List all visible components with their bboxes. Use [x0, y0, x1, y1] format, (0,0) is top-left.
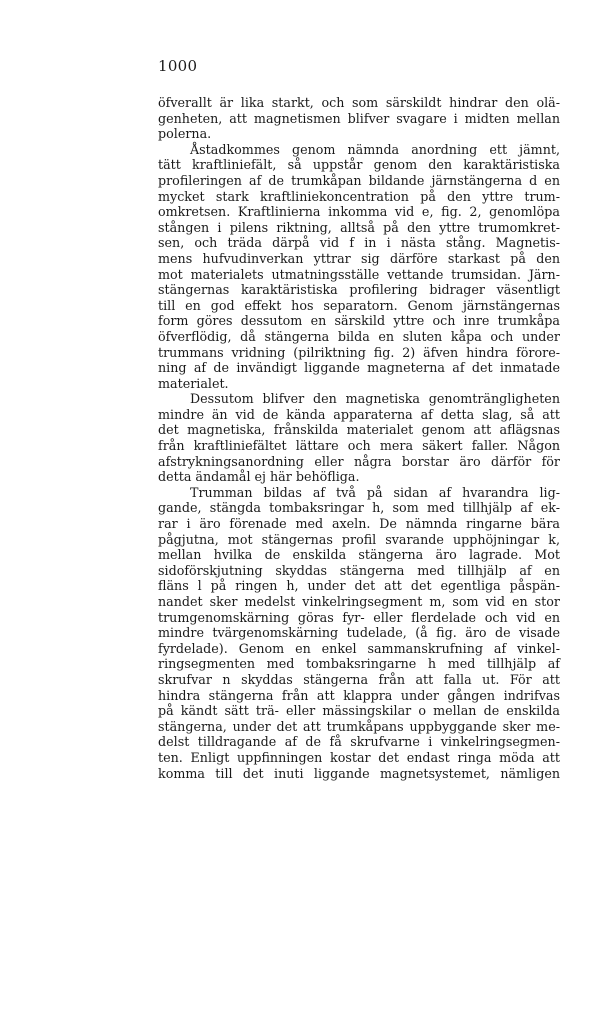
- text-line: det magnetiska, frånskilda materialet genom att aflägsnas: [158, 422, 560, 438]
- paragraph: [158, 95, 560, 142]
- text-line: Trumman bildas af två på sidan af hvarandra lig-: [190, 484, 560, 500]
- text-line: ning af de invändigt liggande magneterna af det inmatade: [158, 360, 560, 376]
- page-number: 1000: [158, 57, 198, 75]
- text-line: nandet sker medelst vinkelringsegment m, som vid en stor: [158, 594, 560, 609]
- paragraph: [158, 142, 560, 392]
- text-line: från kraftliniefältet lättare och mera säkert faller. Någon: [158, 438, 560, 454]
- text-line: ten. Enligt uppfinningen kostar det endast ringa möda att: [158, 749, 560, 765]
- text-line: profileringen af de trumkåpan bildande järnstängerna d en: [158, 172, 560, 188]
- text-line: pågjutna, mot stängernas profil svarande upphöjningar k,: [158, 531, 560, 547]
- text-line: tätt kraftliniefält, så uppstår genom den karaktäristiska: [158, 157, 560, 173]
- text-line: ringsegmenten med tombaksringarne h med tillhjälp af: [158, 656, 560, 672]
- text-line: omkretsen. Kraftlinierna inkomma vid e, fig. 2, genomlöpa: [158, 204, 560, 220]
- paragraph: [158, 391, 560, 485]
- text-line: hindra stängerna från att klappra under gången indrifvas: [158, 687, 560, 703]
- text-line: på kändt sätt trä- eller mässingskilar o mellan de enskilda: [158, 703, 560, 719]
- text-line: mellan hvilka de enskilda stängerna äro lagrade. Mot: [158, 547, 560, 563]
- text-line: mycket stark kraftliniekoncentration på den yttre trum-: [158, 188, 560, 204]
- text-line: afstrykningsanordning eller några borstar äro därför för: [158, 453, 560, 469]
- text-line: sidoförskjutning skyddas stängerna med tillhjälp af en: [158, 562, 560, 578]
- text-line: delst tilldragande af de få skrufvarne i vinkelringsegmen-: [158, 734, 560, 750]
- text-line: skrufvar n skyddas stängerna från att falla ut. För att: [158, 671, 560, 687]
- text-line: Dessutom blifver den magnetiska genomträngligheten: [190, 391, 560, 407]
- text-line: Åstadkommes genom nämnda anordning ett jämnt,: [190, 141, 560, 157]
- text-line: öfverallt är lika starkt, och som särskildt hindrar den olä-: [158, 95, 560, 110]
- text-line: stången i pilens riktning, alltså på den yttre trumomkret-: [158, 219, 560, 235]
- text-line: rar i äro förenade med axeln. De nämnda ringarne bära: [158, 516, 560, 532]
- text-line: stängernas karaktäristiska profilering bidrager väsentligt: [158, 282, 560, 298]
- text-line: komma till det inuti liggande magnetsystemet, nämligen: [158, 765, 560, 781]
- paragraph: [158, 485, 560, 781]
- text-line: trumgenomskärning göras fyr- eller flerdelade och vid en: [158, 609, 560, 625]
- text-line: detta ändamål ej här behöfliga.: [158, 469, 360, 485]
- text-line: mindre än vid de kända apparaterna af detta slag, så att: [158, 406, 560, 422]
- text-line: mot materialets utmatningsställe vettande trumsidan. Järn-: [158, 266, 560, 282]
- body-text: [158, 95, 560, 781]
- text-line: stängerna, under det att trumkåpans uppbyggande sker me-: [158, 718, 560, 734]
- text-line: mindre tvärgenomskärning tudelade, (å fig. äro de visade: [158, 625, 560, 641]
- text-line: materialet.: [158, 375, 229, 391]
- text-line: fyrdelade). Genom en enkel sammanskrufning af vinkel-: [158, 640, 560, 656]
- text-line: sen, och träda därpå vid f in i nästa stång. Magnetis-: [158, 235, 560, 251]
- text-line: till en god effekt hos separatorn. Genom järnstängernas: [158, 297, 560, 313]
- text-line: form göres dessutom en särskild yttre och inre trumkåpa: [158, 313, 560, 329]
- text-line: öfverflödig, då stängerna bilda en sluten kåpa och under: [158, 328, 560, 344]
- text-line: genheten, att magnetismen blifver svagare i midten mellan: [158, 110, 560, 126]
- text-line: gande, stängda tombaksringar h, som med tillhjälp af ek-: [158, 500, 560, 516]
- text-line: trummans vridning (pilriktning fig. 2) äfven hindra förore-: [158, 344, 560, 360]
- text-line: fläns l på ringen h, under det att det egentliga påspän-: [158, 578, 560, 594]
- text-line: mens hufvudinverkan yttrar sig därföre starkast på den: [158, 250, 560, 266]
- text-line: polerna.: [158, 126, 212, 142]
